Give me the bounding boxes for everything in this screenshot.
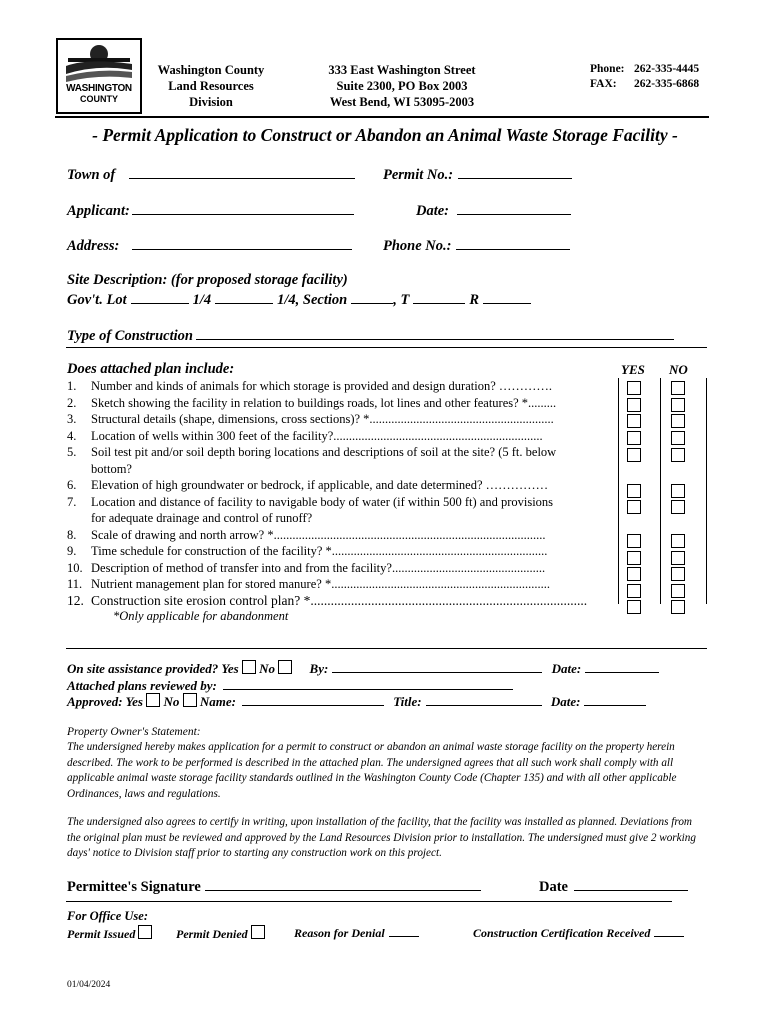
no-checkbox-7[interactable] [671,500,685,514]
permit-no-field[interactable]: Permit No.: [383,165,572,184]
onsite-no-checkbox[interactable] [278,660,292,674]
yes-checkbox-9[interactable] [627,551,641,565]
no-checkbox-10[interactable] [671,567,685,581]
no-checkbox-2[interactable] [671,398,685,412]
yes-checkbox-5[interactable] [627,448,641,462]
approved-yes-checkbox[interactable] [146,693,160,707]
plan-item-2: 2. Sketch showing the facility in relation to buildings roads, lot lines and other features? *......... [67,395,557,410]
logo-line2: COUNTY [80,94,118,104]
no-checkbox-5[interactable] [671,448,685,462]
plan-item-3: 3. Structural details (shape, dimensions, cross sections)? *........................................................... [67,412,554,426]
name-field[interactable] [242,692,384,706]
reason-for-denial-row: Reason for Denial [294,925,419,941]
no-checkbox-3[interactable] [671,414,685,428]
phone-number: 262-335-4445 [634,63,700,75]
reviewed-by-field[interactable] [223,676,513,690]
onsite-date-field[interactable] [585,659,659,673]
site-description-label: Site Description: (for proposed storage facility) [67,272,348,288]
onsite-yes-checkbox[interactable] [242,660,256,674]
yes-checkbox-2[interactable] [627,398,641,412]
no-checkbox-11[interactable] [671,584,685,598]
statement-paragraph-2: The undersigned also agrees to certify in writing, upon installation of the facility, that the facility was installed as planned. Deviations from the original plan must be reviewed and approved by the Land Resources Division prior to installation. The undersigned must give 2 working days' notice to Division staff prior to starting any construction work on this project. [67,816,696,859]
footer-date: 01/04/2024 [67,980,111,990]
county-logo [56,38,142,114]
no-checkbox-12[interactable] [671,600,685,614]
yes-checkbox-3[interactable] [627,414,641,428]
landscape-icon [58,40,140,84]
plan-item-7-cont: for adequate drainage and control of runoff? [91,511,313,525]
location-field[interactable]: Gov't. Lot 1/4 1/4, Section , T R [67,290,531,309]
office-heading: For Office Use: [67,909,148,923]
plan-heading: Does attached plan include: [67,361,235,377]
plan-item-1: 1. Number and kinds of animals for which storage is provided and design duration? …………. [67,379,553,393]
contact-block: Phone: 262-335-4445 FAX: 262-335-6868 [590,63,700,90]
certification-row: Construction Certification Received [473,925,684,941]
plan-item-7: 7. Location and distance of facility to navigable body of water (if within 500 ft) and provisions [67,494,554,509]
plan-item-5: 5. Soil test pit and/or soil depth boring locations and descriptions of soil at the site? (5 ft. below [67,445,557,459]
yes-checkbox-8[interactable] [627,534,641,548]
plan-bottom-rule [66,648,707,649]
plan-item-6: 6. Elevation of high groundwater or bedrock, if applicable, and date determined? …………… [67,478,549,492]
plan-item-10: 10. Description of method of transfer into and from the facility?................................................. [67,560,546,575]
division-block: Washington County Land Resources Division [157,63,265,109]
plan-list [67,378,612,609]
yes-checkbox-12[interactable] [627,600,641,614]
reviewed-row: Attached plans reviewed by: [67,676,513,694]
applicant-field[interactable]: Applicant: [67,201,354,220]
yes-checkbox-11[interactable] [627,584,641,598]
plan-top-rule [66,347,707,348]
no-checkbox-6[interactable] [671,484,685,498]
by-field[interactable] [332,659,542,673]
yes-checkbox-4[interactable] [627,431,641,445]
date-field[interactable]: Date: [416,201,571,220]
title-field[interactable] [426,692,542,706]
signature-field[interactable]: Permittee's Signature [67,877,481,896]
plan-item-12: 12. Construction site erosion control plan? *.................................................................................. [67,592,588,608]
no-checkbox-9[interactable] [671,551,685,565]
logo-line1: WASHINGTON [66,83,132,94]
onsite-row: On site assistance provided? Yes No By: Date: [67,659,659,677]
office-rule [66,901,672,902]
yes-header: YES [621,362,645,377]
no-checkbox-1[interactable] [671,381,685,395]
permit-denied-row: Permit Denied [176,925,265,942]
plan-item-9: 9. Time schedule for construction of the facility? *..................................................................... [67,544,548,558]
permit-issued-row: Permit Issued [67,925,152,942]
plan-item-4: 4. Location of wells within 300 feet of the facility?................................................................... [67,428,543,443]
header-rule [55,116,709,118]
address-block: 333 East Washington Street Suite 2300, PO Box 2003 West Bend, WI 53095-2003 [328,63,476,109]
type-of-construction-field[interactable]: Type of Construction [67,326,674,345]
no-checkbox-4[interactable] [671,431,685,445]
phone-no-field[interactable]: Phone No.: [383,236,570,255]
yes-checkbox-6[interactable] [627,484,641,498]
plan-item-5-cont: bottom? [91,461,132,476]
address-field[interactable]: Address: [67,236,352,255]
abandonment-note: *Only applicable for abandonment [113,609,289,623]
no-checkbox-8[interactable] [671,534,685,548]
reason-field[interactable] [389,925,419,937]
plan-item-8: 8. Scale of drawing and north arrow? *....................................................................................... [67,527,546,542]
approved-date-field[interactable] [584,692,646,706]
approved-no-checkbox[interactable] [183,693,197,707]
permit-denied-checkbox[interactable] [251,925,265,939]
statement-paragraph-1: The undersigned hereby makes application for a permit to construct or abandon an animal waste storage facility on the property herein described. The work to be performed is described in the attached plan. The undersigned agrees that all such work shall comply with all applicable animal waste storage facility standards outlined in the Washington County Code (Chapter 135) and with all other applicable Ordinances, laws and regulations. [67,741,677,800]
page-title: - Permit Application to Construct or Abandon an Animal Waste Storage Facility - [92,125,678,145]
yes-checkbox-7[interactable] [627,500,641,514]
no-header: NO [669,362,688,377]
fax-number: 262-335-6868 [634,78,700,90]
town-field[interactable]: Town of [67,165,355,184]
approved-row: Approved: Yes No Name: Title: Date: [67,692,646,710]
statement-heading: Property Owner's Statement: [67,726,201,738]
yes-checkbox-1[interactable] [627,381,641,395]
plan-item-11: 11. Nutrient management plan for stored manure? *...................................................................... [67,577,550,591]
permit-issued-checkbox[interactable] [138,925,152,939]
yes-checkbox-10[interactable] [627,567,641,581]
signature-date-field[interactable]: Date [539,877,688,896]
certification-field[interactable] [654,925,684,937]
